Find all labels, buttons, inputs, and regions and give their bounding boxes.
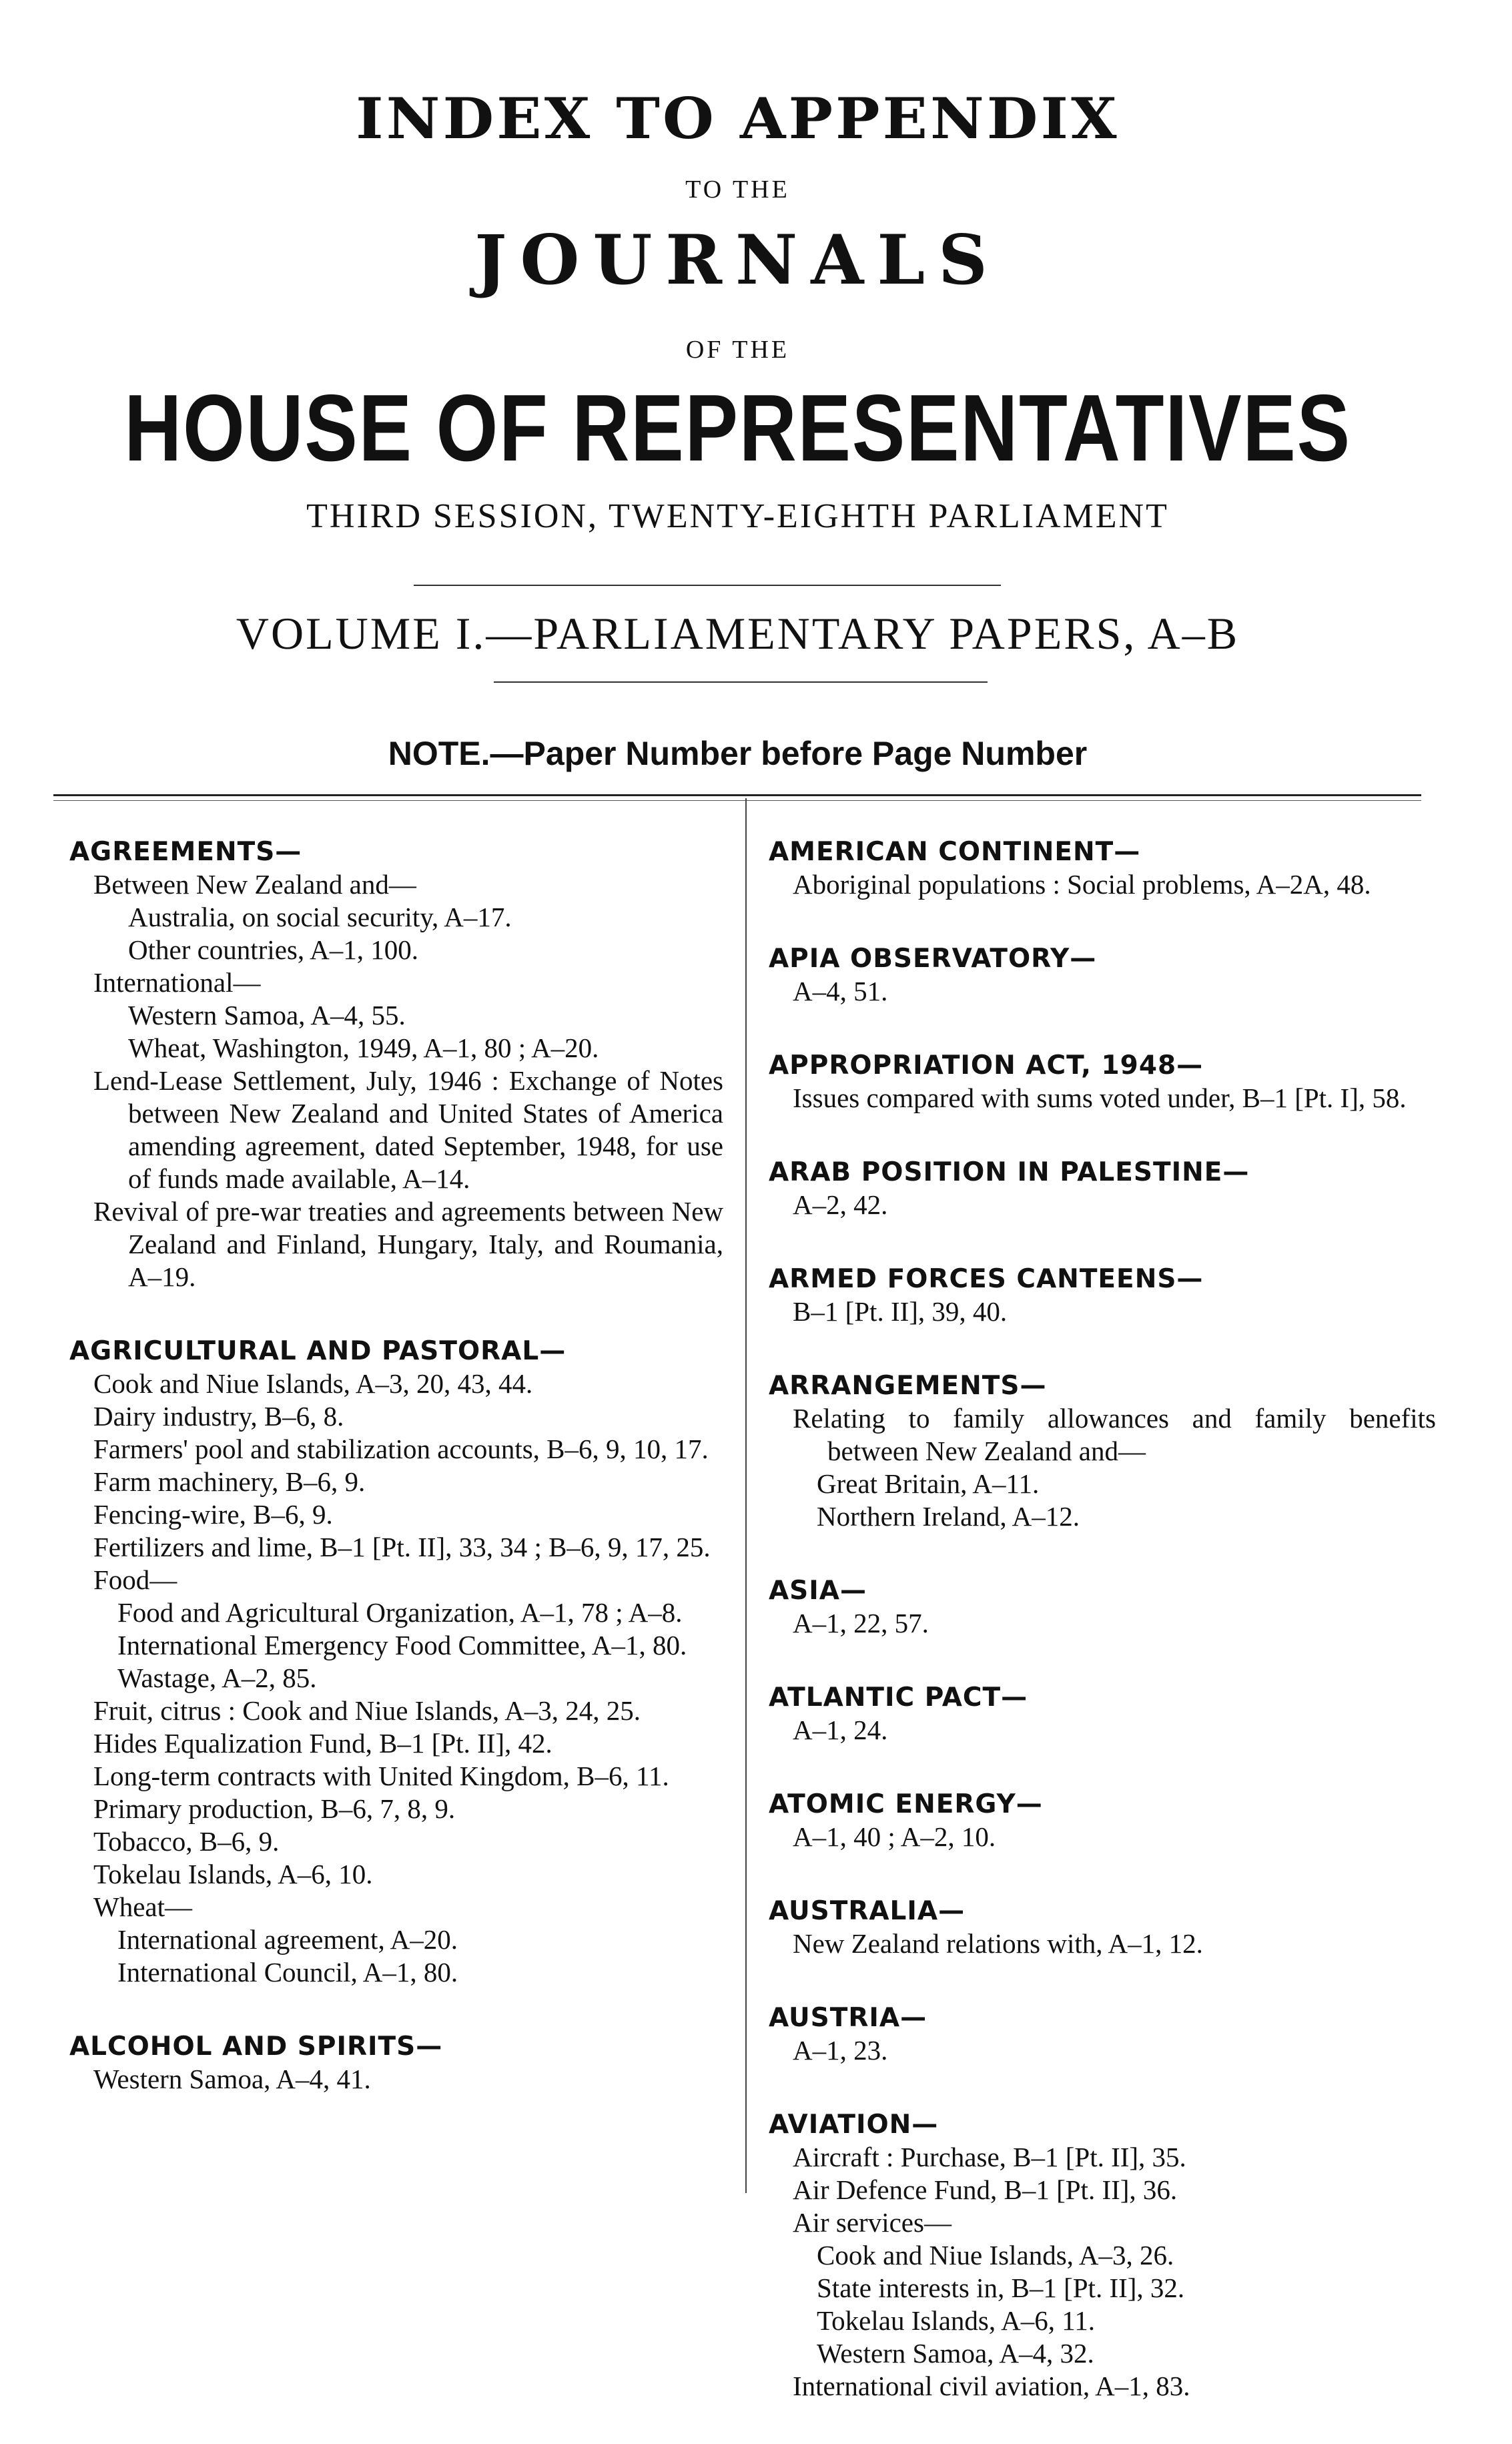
entry-line: Tobacco, B–6, 9. (93, 1826, 280, 1857)
index-entry-australia (769, 1895, 1436, 1960)
entry-line: Primary production, B–6, 7, 8, 9. (93, 1793, 456, 1824)
entry-heading: AUSTRALIA— (769, 1896, 966, 1926)
volume-line: VOLUME I.—PARLIAMENTARY PAPERS, A–B (236, 608, 1240, 659)
entry-heading: AGRICULTURAL AND PASTORAL— (69, 1336, 566, 1366)
note-line: NOTE.—Paper Number before Page Number (388, 735, 1088, 772)
entry-line: Cook and Niue Islands, A–3, 20, 43, 44. (93, 1368, 533, 1399)
entry-heading: ATOMIC ENERGY— (769, 1789, 1043, 1819)
entry-line: B–1 [Pt. II], 39, 40. (793, 1296, 1008, 1327)
entry-heading: AGREEMENTS— (69, 837, 302, 867)
index-entry-asia (769, 1574, 1436, 1640)
index-entry-armed-forces (769, 1263, 1436, 1328)
session-line: THIRD SESSION, TWENTY-EIGHTH PARLIAMENT (306, 497, 1169, 535)
entry-line: Western Samoa, A–4, 32. (817, 2338, 1094, 2369)
entry-line: Lend-Lease Settlement, July, 1946 : Exchange of Notes between New Zealand and United States of America amending agreement, dated September, 1948, for use of funds made available, A–14. (93, 1065, 723, 1194)
entry-line: International— (93, 967, 261, 998)
entry-heading: ASIA— (769, 1576, 867, 1606)
entry-line: Hides Equalization Fund, B–1 [Pt. II], 42. (93, 1728, 552, 1759)
entry-line: Aboriginal populations : Social problems, A–2A, 48. (793, 869, 1371, 900)
entry-line: Wheat, Washington, 1949, A–1, 80 ; A–20. (128, 1032, 599, 1063)
double-rule-top (53, 794, 1421, 796)
entry-line: Great Britain, A–11. (817, 1468, 1040, 1499)
entry-heading: ARMED FORCES CANTEENS— (769, 1264, 1204, 1294)
entry-line: Aircraft : Purchase, B–1 [Pt. II], 35. (793, 2142, 1186, 2172)
title-house: HOUSE OF REPRESENTATIVES (124, 375, 1351, 481)
index-entry-atlantic-pact (769, 1681, 1436, 1747)
title-of-the: OF THE (685, 336, 790, 364)
entry-line: International civil aviation, A–1, 83. (793, 2371, 1190, 2401)
entry-line: Food and Agricultural Organization, A–1, 78 ; A–8. (117, 1597, 683, 1628)
index-entry-aviation (769, 2108, 1436, 2403)
entry-line: New Zealand relations with, A–1, 12. (793, 1928, 1203, 1959)
entry-line: A–1, 22, 57. (793, 1608, 929, 1638)
entry-heading: AVIATION— (769, 2110, 939, 2140)
entry-line: A–1, 24. (793, 1715, 888, 1745)
entry-line: Wheat— (93, 1891, 192, 1922)
entry-heading: AUSTRIA— (769, 2003, 927, 2033)
index-entry-atomic-energy (769, 1788, 1436, 1853)
index-entry-alcohol (69, 2030, 723, 2096)
entry-line: Long-term contracts with United Kingdom, B–6, 11. (93, 1761, 669, 1791)
entry-line: Food— (93, 1564, 177, 1595)
entry-heading: ATLANTIC PACT— (769, 1683, 1028, 1713)
entry-heading: ARRANGEMENTS— (769, 1371, 1047, 1401)
index-entry-arab-position (769, 1156, 1436, 1221)
entry-line: Farm machinery, B–6, 9. (93, 1466, 366, 1497)
entry-line: Western Samoa, A–4, 55. (128, 1000, 406, 1030)
index-entry-appropriation-act (769, 1049, 1436, 1115)
entry-line: A–4, 51. (793, 976, 888, 1006)
divider-rule (494, 681, 988, 683)
entry-line: Air services— (793, 2207, 952, 2238)
entry-line: State interests in, B–1 [Pt. II], 32. (817, 2272, 1185, 2303)
entry-line: International Council, A–1, 80. (117, 1957, 458, 1988)
index-entry-austria (769, 2002, 1436, 2067)
double-rule-bottom (53, 800, 1421, 801)
entry-heading: ALCOHOL AND SPIRITS— (69, 2032, 443, 2062)
entry-line: Wastage, A–2, 85. (117, 1662, 317, 1693)
entry-line: Air Defence Fund, B–1 [Pt. II], 36. (793, 2174, 1178, 2205)
entry-line: Issues compared with sums voted under, B–1 [Pt. I], 58. (793, 1083, 1407, 1113)
entry-line: Dairy industry, B–6, 8. (93, 1401, 344, 1432)
entry-line: Fencing-wire, B–6, 9. (93, 1499, 333, 1530)
index-entry-apia-observatory (769, 942, 1436, 1008)
entry-line: Farmers' pool and stabilization accounts, B–6, 9, 10, 17. (93, 1434, 709, 1464)
entry-line: Fertilizers and lime, B–1 [Pt. II], 33, 34 ; B–6, 9, 17, 25. (93, 1532, 711, 1562)
entry-line: Western Samoa, A–4, 41. (93, 2064, 371, 2094)
index-entry-agreements (69, 836, 723, 1293)
entry-heading: APIA OBSERVATORY— (769, 944, 1097, 974)
entry-heading: ARAB POSITION IN PALESTINE— (769, 1157, 1250, 1187)
entry-line: Tokelau Islands, A–6, 10. (93, 1859, 373, 1889)
entry-line: Revival of pre-war treaties and agreements between New Zealand and Finland, Hungary, Italy, and Roumania, A–19. (93, 1196, 723, 1292)
index-entry-american-continent (769, 836, 1436, 901)
entry-line: Northern Ireland, A–12. (817, 1501, 1080, 1532)
index-column-right (769, 836, 1436, 2444)
index-entry-arrangements (769, 1369, 1436, 1533)
entry-line: Australia, on social security, A–17. (128, 902, 512, 932)
divider-rule (414, 585, 1001, 586)
entry-line: International Emergency Food Committee, A–1, 80. (117, 1630, 687, 1660)
entry-line: Between New Zealand and— (93, 869, 416, 900)
entry-line: International agreement, A–20. (117, 1924, 458, 1955)
entry-line: Fruit, citrus : Cook and Niue Islands, A–3, 24, 25. (93, 1695, 641, 1726)
entry-line: Relating to family allowances and family benefits between New Zealand and— (793, 1403, 1436, 1466)
title-journals: JOURNALS (474, 220, 1001, 300)
entry-line: A–2, 42. (793, 1189, 888, 1220)
index-column-left (69, 836, 723, 2137)
entry-line: A–1, 40 ; A–2, 10. (793, 1821, 996, 1852)
title-index: INDEX TO APPENDIX (356, 85, 1120, 151)
entry-line: Cook and Niue Islands, A–3, 26. (817, 2240, 1174, 2270)
column-divider (745, 798, 747, 2193)
entry-line: Other countries, A–1, 100. (128, 934, 418, 965)
index-entry-agricultural (69, 1335, 723, 1989)
entry-heading: AMERICAN CONTINENT— (769, 837, 1141, 867)
title-to-the: TO THE (685, 176, 790, 204)
entry-heading: APPROPRIATION ACT, 1948— (769, 1050, 1204, 1081)
entry-line: Tokelau Islands, A–6, 11. (817, 2305, 1095, 2336)
entry-line: A–1, 23. (793, 2035, 888, 2066)
